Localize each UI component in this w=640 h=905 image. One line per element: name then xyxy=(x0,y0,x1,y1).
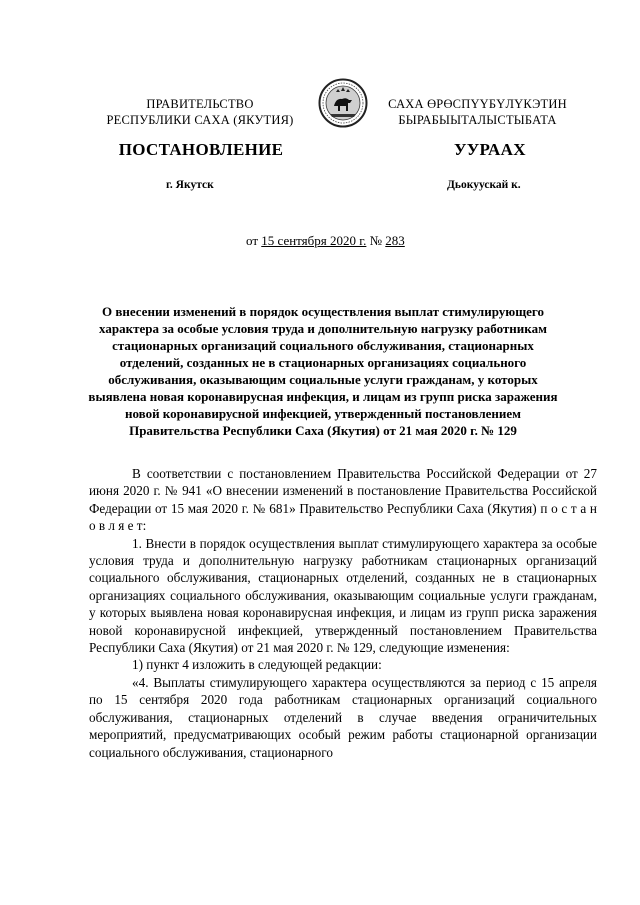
paragraph-subitem-1: 1) пункт 4 изложить в следующей редакции: xyxy=(132,657,382,673)
government-name-russian xyxy=(95,96,305,128)
coat-of-arms-sakha-icon xyxy=(318,78,368,128)
doc-type-yakut: УУРААХ xyxy=(454,140,526,159)
paragraph-point-4: «4. Выплаты стимулирующего характера осуществляются за период с 15 апреля по 15 сентября 2020 года работникам стационарных организаций социального обслуживания, стационарных отделений в случае введения ограничительных мероприятий, предусматривающих особый режим работы стационарной организации социального обслуживания, стационарного xyxy=(89,674,597,760)
government-name-yakut xyxy=(370,96,585,128)
paragraph-item-1: 1. Внести в порядок осуществления выплат стимулирующего характера за особые условия труда и дополнительную нагрузку работникам стационарных организаций социального обслуживания, стационарных отделений, созданных не в стационарных организациях социального обслуживания, оказывающим социальные услуги гражданам, у которых выявлена новая коронавирусная инфекция, и лицам из групп риска заражения новой коронавирусной инфекцией, утвержденный постановлением Правительства Республики Саха (Якутия) от 21 мая 2020 г. № 129, следующие изменения: xyxy=(89,535,597,656)
doc-type-russian: ПОСТАНОВЛЕНИЕ xyxy=(118,140,284,159)
date-number-line xyxy=(246,233,405,249)
city-yakut: Дьокуускай к. xyxy=(447,179,521,191)
date-prefix: от xyxy=(246,233,262,248)
document-body xyxy=(89,465,597,761)
city-russian: г. Якутск xyxy=(166,179,214,191)
document-date: 15 сентября 2020 г. xyxy=(261,233,367,248)
document-number: 283 xyxy=(385,233,405,248)
header-left-line-2: РЕСПУБЛИКИ САХА (ЯКУТИЯ) xyxy=(106,113,294,127)
header-right-line-1: САХА ӨРӨСПҮҮБҮЛҮКЭТИН xyxy=(388,97,567,111)
header-right-line-2: БЫРАБЫЫТАЛЫСТЫБАТА xyxy=(398,113,557,127)
number-prefix: № xyxy=(366,233,386,248)
document-title: О внесении изменений в порядок осуществления выплат стимулирующего характера за особые условия труда и дополнительную нагрузку работникам стационарных организаций социального обслуживания, стационарных отделений, созданных не в стационарных организациях социального обслуживания, оказывающим социальные услуги гражданам, у которых выявлена новая коронавирусная инфекция, и лицам из групп риска заражения новой коронавирусной инфекцией, утвержденный постановлением Правительства Республики Саха (Якутия) от 21 мая 2020 г. № 129 xyxy=(88,304,558,438)
header-left-line-1: ПРАВИТЕЛЬСТВО xyxy=(146,97,254,111)
paragraph-preamble: В соответствии с постановлением Правительства Российской Федерации от 27 июня 2020 г. № 941 «О внесении изменений в постановление Правительства Российской Федерации от 15 мая 2020 г. № 681» Правительство Республики Саха (Якутия) п о с т а н о в л я е т: xyxy=(89,466,597,534)
